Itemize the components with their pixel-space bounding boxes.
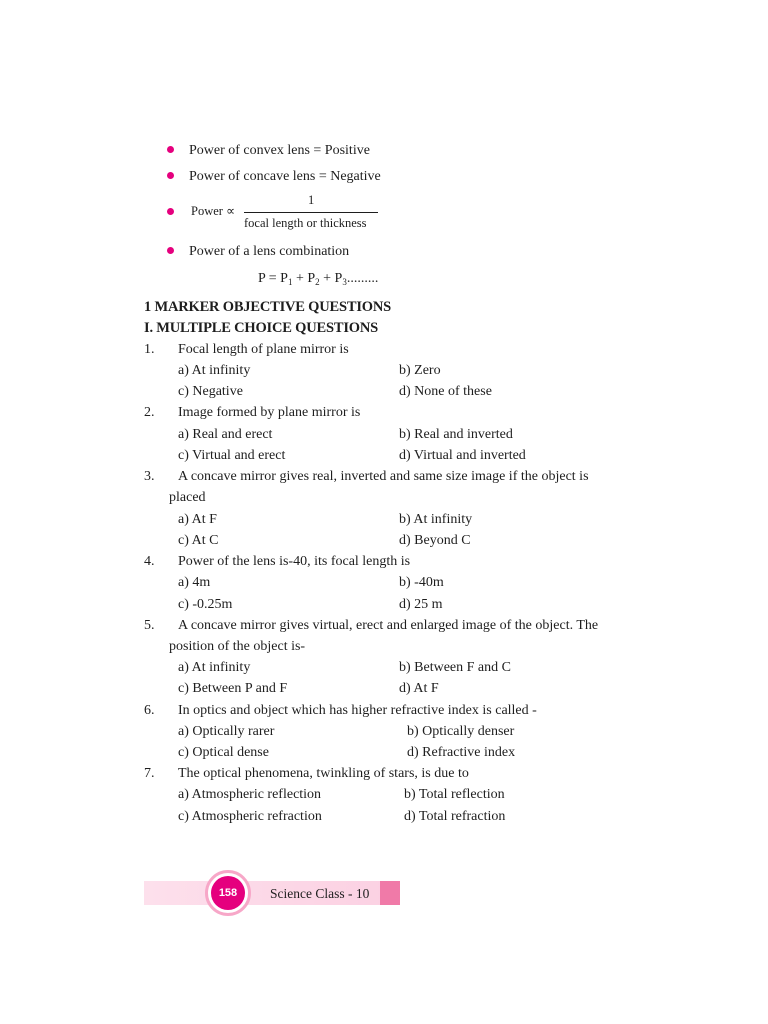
option-d: d) At F xyxy=(399,681,439,696)
option-d: d) Beyond C xyxy=(399,533,471,548)
option-c: c) Between P and F xyxy=(178,681,288,696)
bullet-icon xyxy=(167,247,174,254)
option-c: c) Atmospheric refraction xyxy=(178,809,322,824)
formula-tail: ......... xyxy=(346,271,379,286)
question-number: 5. xyxy=(144,618,155,633)
option-c: c) Negative xyxy=(178,384,243,399)
section-heading-mcq: I. MULTIPLE CHOICE QUESTIONS xyxy=(144,320,378,336)
fraction-denominator: focal length or thickness xyxy=(244,216,367,230)
question-number: 6. xyxy=(144,703,155,718)
section-heading-objective: 1 MARKER OBJECTIVE QUESTIONS xyxy=(144,299,391,315)
option-a: a) Real and erect xyxy=(178,427,273,442)
option-a: a) At infinity xyxy=(178,660,251,675)
formula-sub-3: 3 xyxy=(342,277,347,287)
summary-bullet-combination: Power of a lens combination xyxy=(189,244,350,259)
option-c: c) Virtual and erect xyxy=(178,448,286,463)
option-d: d) 25 m xyxy=(399,597,443,612)
summary-bullet-convex: Power of convex lens = Positive xyxy=(189,143,370,158)
option-b: b) -40m xyxy=(399,575,444,590)
option-d: d) Total refraction xyxy=(404,809,506,824)
formula-sub-1: 1 xyxy=(287,277,293,287)
option-a: a) Optically rarer xyxy=(178,724,275,739)
option-c: c) -0.25m xyxy=(178,597,233,612)
option-b: b) Between F and C xyxy=(399,660,511,675)
question-text: A concave mirror gives real, inverted and same size image if the object is xyxy=(178,469,589,484)
option-b: b) Total reflection xyxy=(404,787,505,802)
fraction-line xyxy=(244,212,378,213)
bullet-icon xyxy=(167,172,174,179)
formula-plus-2: + P xyxy=(319,271,343,286)
bullet-icon xyxy=(167,146,174,153)
question-number: 7. xyxy=(144,766,155,781)
option-a: a) Atmospheric reflection xyxy=(178,787,322,802)
question-number: 1. xyxy=(144,342,155,357)
question-text: Focal length of plane mirror is xyxy=(178,342,349,357)
question-text-continued: position of the object is- xyxy=(169,639,306,654)
footer-tab xyxy=(380,881,400,905)
option-b: b) Real and inverted xyxy=(399,427,513,442)
option-b: b) Zero xyxy=(399,363,441,378)
option-d: d) Refractive index xyxy=(407,745,516,760)
page-number-badge xyxy=(205,870,251,916)
question-number: 4. xyxy=(144,554,155,569)
question-text: A concave mirror gives virtual, erect and enlarged image of the object. The xyxy=(178,618,599,633)
formula-plus-1: + P xyxy=(292,271,316,286)
power-proportional-label: Power ∝ xyxy=(191,204,235,218)
question-text: In optics and object which has higher refractive index is called - xyxy=(178,703,537,718)
option-a: a) 4m xyxy=(178,575,211,590)
formula-lhs: P = P xyxy=(258,271,288,286)
question-text: Power of the lens is-40, its focal length is xyxy=(178,554,411,569)
book-title: Science Class - 10 xyxy=(270,886,370,901)
option-b: b) At infinity xyxy=(399,512,473,527)
option-d: d) Virtual and inverted xyxy=(399,448,526,463)
question-number: 3. xyxy=(144,469,155,484)
bullet-icon xyxy=(167,208,174,215)
question-number: 2. xyxy=(144,405,155,420)
summary-bullet-concave: Power of concave lens = Negative xyxy=(189,169,381,184)
option-b: b) Optically denser xyxy=(407,724,515,739)
option-a: a) At infinity xyxy=(178,363,251,378)
page-number: 158 xyxy=(211,876,245,910)
power-combination-formula xyxy=(258,271,378,287)
question-text: Image formed by plane mirror is xyxy=(178,405,361,420)
option-d: d) None of these xyxy=(399,384,492,399)
question-text: The optical phenomena, twinkling of stars, is due to xyxy=(178,766,469,781)
option-a: a) At F xyxy=(178,512,217,527)
formula-sub-2: 2 xyxy=(315,277,320,287)
option-c: c) Optical dense xyxy=(178,745,269,760)
fraction-numerator: 1 xyxy=(308,193,315,207)
option-c: c) At C xyxy=(178,533,219,548)
question-text-continued: placed xyxy=(169,490,206,505)
